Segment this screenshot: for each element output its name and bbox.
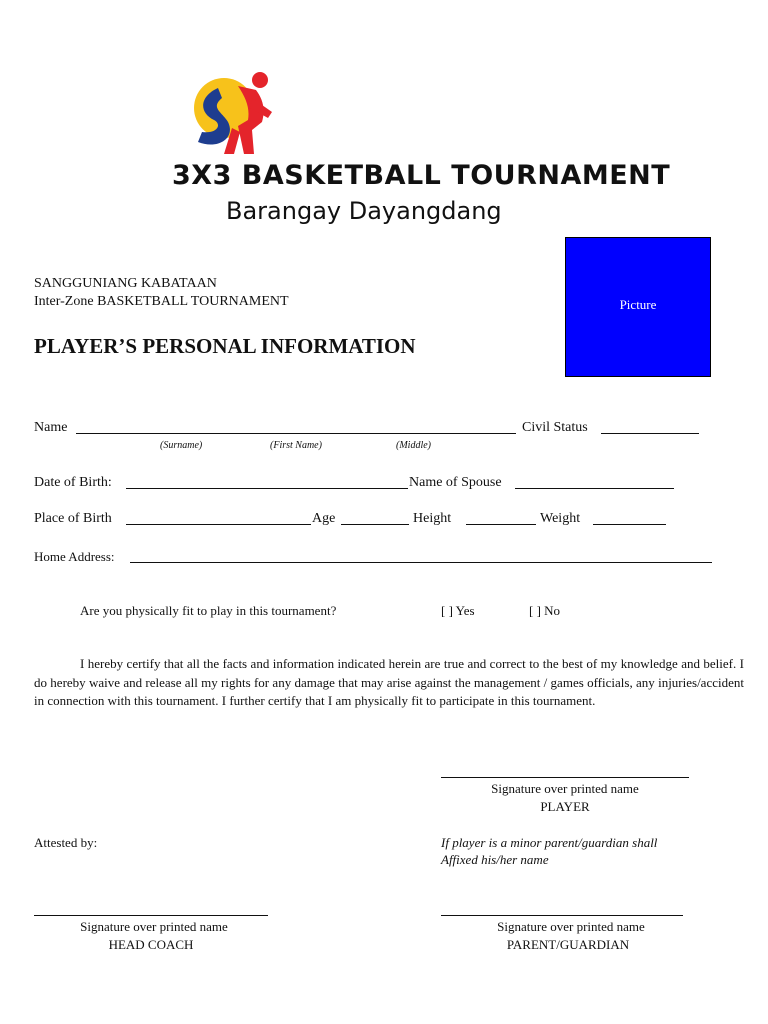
- player-signature-caption: Signature over printed name: [491, 781, 639, 796]
- pob-label: Place of Birth: [34, 511, 112, 526]
- civil-status-field[interactable]: [601, 433, 699, 434]
- minor-note-line-2: Affixed his/her name: [441, 852, 549, 867]
- middle-name-hint: (Middle): [396, 440, 431, 451]
- org-line-2: Inter-Zone BASKETBALL TOURNAMENT: [34, 294, 289, 309]
- age-field[interactable]: [341, 524, 409, 525]
- coach-role: HEAD COACH: [108, 937, 194, 952]
- certification-paragraph: [34, 655, 744, 711]
- tournament-title: 3X3 BASKETBALL TOURNAMENT: [172, 160, 671, 191]
- civil-status-label: Civil Status: [522, 420, 588, 435]
- fitness-no-checkbox[interactable]: [ ] No: [529, 603, 561, 618]
- height-label: Height: [413, 511, 452, 526]
- sk-logo: [188, 68, 274, 160]
- dob-label: Date of Birth:: [34, 475, 112, 490]
- section-heading: PLAYER’S PERSONAL INFORMATION: [34, 334, 416, 358]
- weight-label: Weight: [540, 511, 581, 526]
- fitness-yes-checkbox[interactable]: [ ] Yes: [441, 603, 475, 618]
- spouse-label: Name of Spouse: [409, 475, 502, 490]
- picture-label: Picture: [619, 297, 657, 312]
- picture-box[interactable]: [565, 237, 711, 377]
- address-label: Home Address:: [34, 549, 115, 564]
- weight-field[interactable]: [593, 524, 666, 525]
- name-field[interactable]: [76, 433, 516, 434]
- guardian-role: PARENT/GUARDIAN: [506, 937, 630, 952]
- coach-signature-line[interactable]: [34, 915, 268, 916]
- guardian-signature-line[interactable]: [441, 915, 683, 916]
- coach-signature-caption: Signature over printed name: [80, 919, 228, 934]
- attested-by-label: Attested by:: [34, 835, 98, 850]
- minor-note-line-1: If player is a minor parent/guardian shall: [441, 835, 658, 850]
- name-label: Name: [34, 420, 68, 435]
- player-role: PLAYER: [540, 799, 590, 814]
- first-name-hint: (First Name): [270, 440, 322, 451]
- height-field[interactable]: [466, 524, 536, 525]
- address-field[interactable]: [130, 562, 712, 563]
- logo-red-head: [252, 72, 268, 88]
- dob-field[interactable]: [126, 488, 408, 489]
- org-line-1: SANGGUNIANG KABATAAN: [34, 276, 217, 291]
- spouse-field[interactable]: [515, 488, 674, 489]
- certification-text: I hereby certify that all the facts and information indicated herein are true and correct to the best of my knowledge and belief. I do hereby waive and release all my rights for any damage that may arise against the management / games officials, any injuries/accident in connection with this tournament. I further certify that I am physically fit to participate in this tournament.: [34, 656, 744, 708]
- surname-hint: (Surname): [160, 440, 203, 451]
- player-signature-line[interactable]: [441, 777, 689, 778]
- fitness-question: Are you physically fit to play in this tournament?: [80, 603, 337, 618]
- age-label: Age: [312, 511, 336, 526]
- pob-field[interactable]: [126, 524, 311, 525]
- barangay-subtitle: Barangay Dayangdang: [226, 197, 502, 225]
- guardian-signature-caption: Signature over printed name: [497, 919, 645, 934]
